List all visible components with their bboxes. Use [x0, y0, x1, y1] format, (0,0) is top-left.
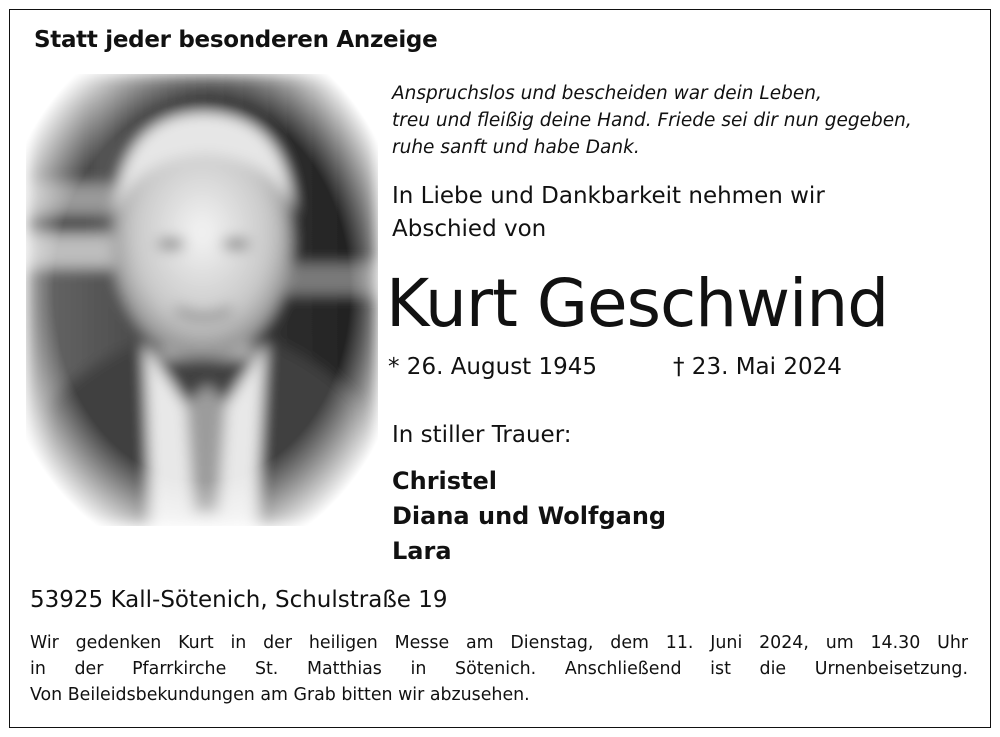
poem-line: treu und fleißig deine Hand. Friede sei dir nun gegeben, [392, 110, 912, 131]
intro-line: Abschied von [392, 216, 547, 242]
notice-line: in der Pfarrkirche St. Matthias in Sötenich. Anschließend ist die Urnenbeisetzung. [30, 659, 968, 679]
intro-line: In Liebe und Dankbarkeit nehmen wir [392, 183, 825, 209]
birth-date: * 26. August 1945 [388, 354, 598, 380]
poem [392, 80, 982, 161]
family-list [392, 464, 666, 569]
death-date: † 23. Mai 2024 [673, 354, 842, 380]
family-member: Diana und Wolfgang [392, 502, 667, 530]
mourning-label: In stiller Trauer: [392, 422, 572, 448]
headline: Statt jeder besonderen Anzeige [34, 27, 438, 53]
family-member: Lara [392, 537, 452, 565]
poem-line: Anspruchslos und bescheiden war dein Leben, [392, 83, 822, 104]
life-dates [388, 352, 842, 382]
intro-text [392, 180, 825, 246]
service-notice [30, 630, 968, 708]
deceased-name: Kurt Geschwind [386, 265, 889, 342]
portrait-photo [26, 74, 378, 526]
poem-line: ruhe sanft und habe Dank. [392, 137, 640, 158]
family-member: Christel [392, 467, 498, 495]
notice-line: Wir gedenken Kurt in der heiligen Messe am Dienstag, dem 11. Juni 2024, um 14.30 Uhr [30, 633, 968, 653]
address: 53925 Kall-Sötenich, Schulstraße 19 [30, 587, 448, 613]
notice-line: Von Beileidsbekundungen am Grab bitten wir abzusehen. [30, 685, 530, 705]
